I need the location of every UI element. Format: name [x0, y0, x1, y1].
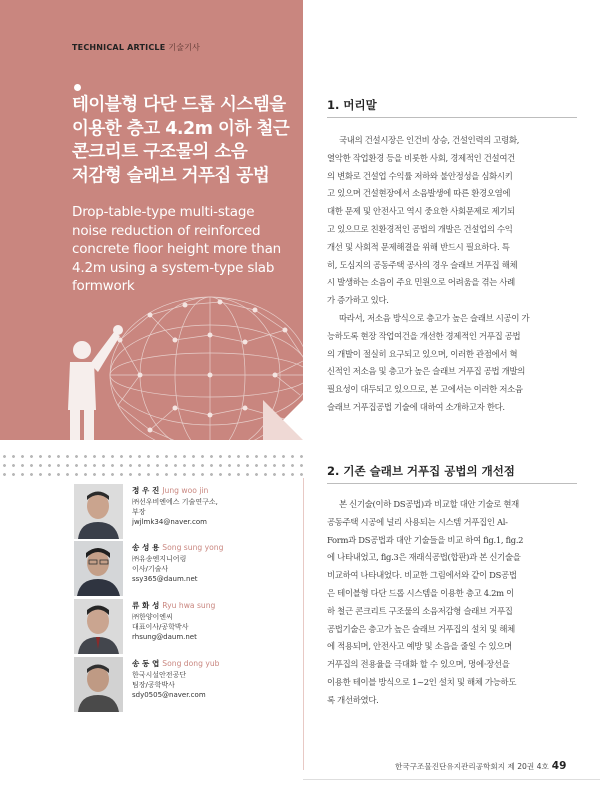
author-photo — [74, 599, 123, 654]
bullet-dot — [74, 84, 81, 91]
section-heading: 2. 기존 슬래브 거푸집 공법의 개선점 — [327, 464, 515, 478]
author-affiliation: 한국시설안전공단 팀장/공학박사 sdy0505@naver.com — [132, 671, 206, 700]
journal-name: 한국구조물진단유지관리공학회지 제 20권 4호 — [395, 762, 549, 771]
heading-rule — [327, 117, 577, 118]
title-panel — [0, 0, 303, 440]
dotted-divider — [0, 452, 303, 480]
author-profile — [74, 599, 294, 654]
page-number: 49 — [551, 760, 567, 772]
title-english: Drop-table-type multi-stage noise reduction of reinforced concrete floor height more than 4.2m using a system-type slab formwork — [72, 204, 282, 295]
author-profile — [74, 657, 294, 712]
author-name: 송 성 용 Song sung yong — [132, 543, 224, 552]
body-paragraph: 따라서, 저소음 방식으로 층고가 높은 슬래브 시공이 가 능하도록 현장 작업여건을 개선한 경제적인 거푸집 공법 의 개발이 절실히 요구되고 있으며, 이러한 관점에서 혁 신적인 저소음 및 층고가 높은 슬래브 거푸집 공법 개발의 필요성이 대두되고 있으므로, 본 고에서는 이러한 저소음 슬래브 거푸집공법 기술에 대하여 소개하고자 한다. — [327, 313, 530, 412]
page-footer — [395, 760, 566, 772]
author-photo — [74, 657, 123, 712]
body-paragraph: 국내의 건설시장은 인건비 상승, 건설인력의 고령화, 열악한 작업환경 등을 비롯한 사회, 경제적인 건설여건 의 변화로 건설업 수익률 저하와 불안정성을 심화시키 고 있으며 건설현장에서 소음발생에 따른 환경오염에 대한 문제 및 안전사고 역시 중요한 사회문제로 제기되 고 있으므로 친환경적인 공법의 개발은 건설업의 수익 개선 및 사회적 문제해결을 위해 반드시 필요하다. 특 히, 도심지의 공동주택 공사의 경우 슬래브 거푸집 해체 시 발생하는 소음이 주요 민원으로 어려움을 겪는 사례 가 증가하고 있다. — [327, 135, 520, 306]
title-korean: 테이블형 다단 드롭 시스템을 이용한 층고 4.2m 이하 철근 콘크리트 구조물의 소음 저감형 슬래브 거푸집 공법 — [72, 95, 290, 186]
author-name: 정 우 진 Jung woo jin — [132, 486, 209, 495]
author-photo — [74, 541, 123, 596]
author-name: 류 화 성 Ryu hwa sung — [132, 601, 216, 610]
author-affiliation: ㈜유송엔지니어링 이사/기술사 ssy365@daum.net — [132, 555, 198, 584]
author-profile — [74, 484, 294, 539]
body-paragraph: 본 신기술(이하 DS공법)과 비교할 대안 기술로 현재 공동주택 시공에 널리 사용되는 시스템 거푸집인 Al- Form과 DS공법과 대안 기술들을 비교 하여 fig.1, fig.2 에 나타내었고, fig.3은 재래식공법(합판)과 본 신기술을 비교하여 나타내었다. 비교한 그림에서와 같이 DS공법 은 테이블형 다단 드롭 시스템을 이용한 층고 4.2m 이 하 철근 콘크리트 구조물의 소음저감형 슬래브 거푸집 공법기술은 층고가 높은 슬래브 거푸집의 설치 및 해체 에 적용되며, 안전사고 예방 및 소음을 줄일 수 있으며 거푸집의 전용율을 극대화 할 수 있으며, 멍에·장선을 이용한 테이블 방식으로 1~2인 설치 및 해체 가능하도 록 개선하였다. — [327, 499, 524, 705]
footer-rule — [303, 779, 600, 780]
author-affiliation: ㈜선우비엔에스 기술연구소, 부장 jwjlmk34@naver.com — [132, 498, 218, 527]
page-fold-corner — [263, 400, 303, 440]
article-category: TECHNICAL ARTICLE 기술기사 — [72, 43, 201, 52]
section-heading: 1. 머리말 — [327, 98, 377, 112]
author-affiliation: ㈜한양이엔씨 대표이사/공학박사 rhsung@daum.net — [132, 613, 197, 642]
author-profile — [74, 541, 294, 596]
author-name: 송 동 엽 Song dong yub — [132, 659, 220, 668]
author-photo — [74, 484, 123, 539]
heading-rule — [327, 483, 577, 484]
column-divider — [303, 478, 304, 770]
